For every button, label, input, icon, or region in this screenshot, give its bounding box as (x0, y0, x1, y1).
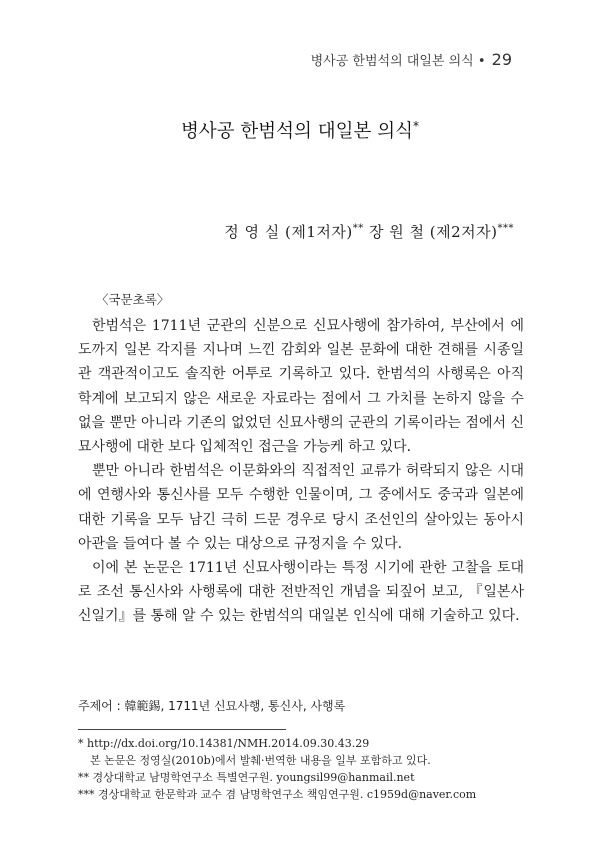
keywords (78, 697, 345, 714)
footnote-mark: * (78, 737, 84, 750)
author1-footnote-mark: ** (352, 223, 364, 234)
author1-role: (제1저자) (284, 223, 353, 241)
keywords-label: 주제어 : (78, 699, 121, 713)
running-head-title: 병사공 한범석의 대일본 의식 • (310, 54, 486, 69)
footnote-divider (78, 729, 286, 730)
abstract-paragraph-3: 이에 본 논문은 1711년 신묘사행이라는 특정 시기에 관한 고찰을 토대로 조선 통신사와 사행록에 대한 전반적인 개념을 되짚어 보고, 『일본사신일기』를 통해 알 수 있는 한범석의 대일본 인식에 대해 기술하고 있다. (78, 560, 524, 625)
abstract-body (78, 314, 524, 629)
abstract-paragraph-1: 한범석은 1711년 군관의 신분으로 신묘사행에 참가하여, 부산에서 에도까지 일본 각지를 지나며 느낀 감회와 일본 문화에 대한 견해를 시종일관 객관적이고도 솔직한 어투로 기록하고 있다. 한범석의 사행록은 아직 학계에 보고되지 않은 새로운 자료라는 점에서 그 가치를 논하지 않을 수 없을 뿐만 아니라 기존의 없었던 신묘사행의 군관의 기록이라는 점에서 신묘사행에 대한 보다 입체적인 접근을 가능케 하고 있다. (78, 318, 524, 456)
author2-name: 장 원 철 (368, 223, 425, 241)
footnote-text: 경상대학교 남명학연구소 특별연구원. youngsil99@hanmail.net (92, 771, 415, 784)
author2-role: (제2저자) (429, 223, 498, 241)
title-footnote-mark: * (413, 118, 420, 133)
author1-name: 정 영 실 (224, 223, 280, 241)
footnote-author1 (78, 769, 528, 786)
footnote-note (78, 752, 528, 769)
abstract-paragraph-2: 뿐만 아니라 한범석은 이문화와의 직접적인 교류가 허락되지 않은 시대에 연행사와 통신사를 모두 수행한 인물이며, 그 중에서도 중국과 일본에 대한 기록을 모두 남긴 극히 드문 경우로 당시 조선인의 살아있는 동아시아관을 들여다 볼 수 있는 대상으로 규정지을 수 있다. (78, 463, 524, 552)
keywords-text: 韓範錫, 1711년 신묘사행, 통신사, 사행록 (124, 699, 346, 713)
doi-link[interactable]: http://dx.doi.org/10.14381/NMH.2014.09.30.43.29 (87, 737, 370, 750)
footnote-text: 본 논문은 정영실(2010b)에서 발췌·번역한 내용을 일부 포함하고 있다. (90, 754, 431, 767)
footnote-mark: *** (78, 788, 95, 801)
author2-footnote-mark: *** (497, 223, 514, 234)
footnotes (78, 735, 528, 803)
running-head (311, 50, 512, 69)
footnote-mark: ** (78, 771, 89, 784)
page-number: 29 (491, 50, 512, 69)
author-line (224, 221, 514, 242)
footnote-doi (78, 735, 528, 752)
article-title (0, 117, 600, 143)
footnote-author2 (78, 786, 528, 803)
article-title-text: 병사공 한범석의 대일본 의식 (180, 121, 414, 142)
footnote-text: 경상대학교 한문학과 교수 겸 남명학연구소 책임연구원. c1959d@naver.com (98, 788, 477, 801)
abstract-label: 〈국문초록〉 (96, 292, 170, 307)
